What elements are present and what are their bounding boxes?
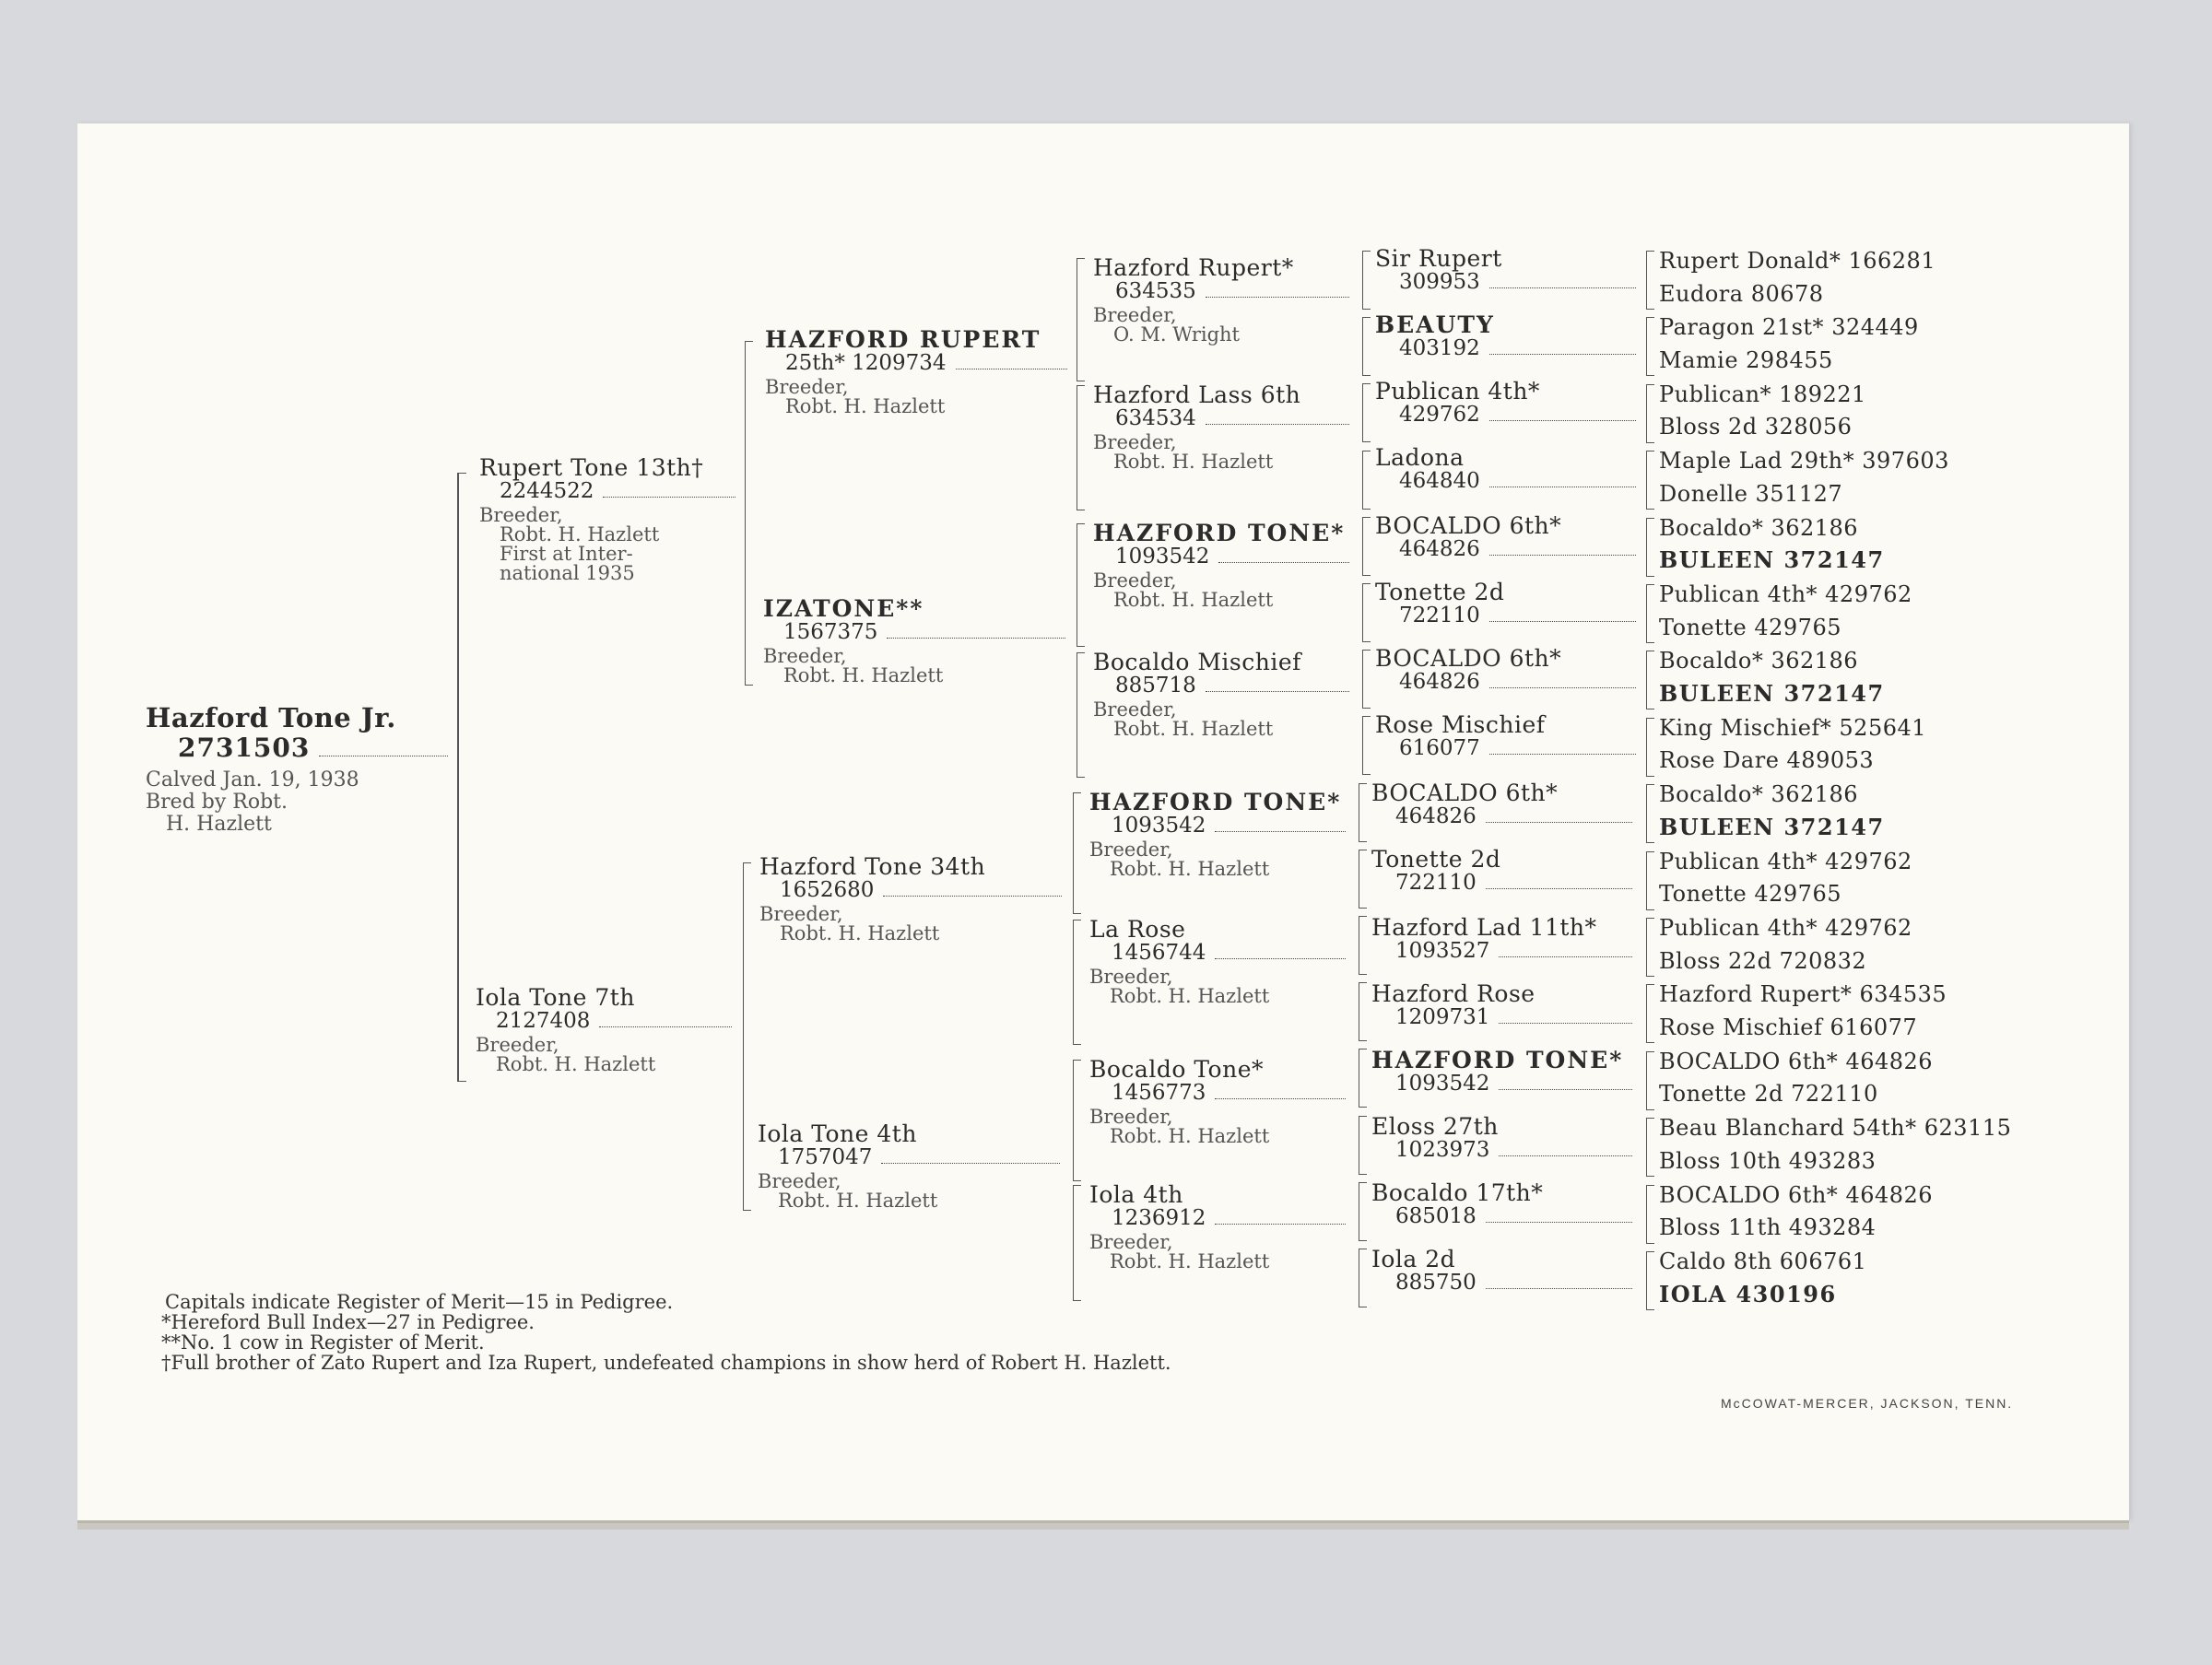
gen5-ancestor: Caldo 8th 606761	[1659, 1249, 1867, 1274]
gen4-ancestor-number: 885750	[1395, 1271, 1477, 1295]
bracket	[1359, 982, 1367, 1041]
grandparent-note: Breeder,	[765, 376, 849, 398]
bracket	[1362, 251, 1371, 310]
gen4-ancestor	[1371, 982, 1634, 1028]
subject-note: Calved Jan. 19, 1938	[146, 768, 359, 791]
gen4-ancestor-name: Eloss 27th	[1371, 1113, 1499, 1140]
great-grandparent-note: Breeder,	[1089, 838, 1173, 861]
subject-name: Hazford Tone Jr.	[146, 702, 396, 733]
bracket	[745, 341, 753, 686]
gen4-ancestor-name: Ladona	[1375, 444, 1465, 471]
dam-number-row	[476, 1011, 734, 1032]
gen4-ancestor-number-row	[1375, 338, 1638, 359]
bracket	[1359, 916, 1367, 975]
gen4-ancestor-name: Publican 4th*	[1375, 378, 1540, 405]
footnote: **No. 1 cow in Register of Merit.	[161, 1331, 485, 1354]
gen5-ancestor: Donelle 351127	[1659, 480, 1843, 507]
bracket	[1646, 718, 1654, 777]
gen4-ancestor	[1371, 916, 1634, 962]
gen4-ancestor-name: BOCALDO 6th*	[1375, 645, 1562, 672]
gen5-ancestor: BULEEN 372147	[1659, 813, 1885, 840]
sire-note: First at Inter-	[500, 543, 633, 565]
bracket	[1646, 851, 1654, 910]
bracket	[1362, 383, 1371, 442]
bracket	[1646, 451, 1654, 510]
gen4-ancestor-number-row	[1375, 405, 1638, 426]
great-grandparent-note: Robt. H. Hazlett	[1113, 451, 1274, 473]
dam	[476, 986, 734, 1074]
gen4-ancestor-number-row	[1371, 1007, 1634, 1028]
great-grandparent-name: Hazford Rupert*	[1093, 254, 1294, 281]
sire-number-row	[479, 481, 737, 502]
grandparent-name: IZATONE**	[763, 595, 924, 622]
bracket	[1646, 651, 1654, 709]
great-grandparent-name: HAZFORD TONE*	[1089, 789, 1342, 815]
great-grandparent	[1089, 1183, 1347, 1272]
great-grandparent-number: 634535	[1115, 279, 1196, 303]
gen4-ancestor-name: BOCALDO 6th*	[1371, 780, 1559, 806]
grandparent	[765, 328, 1069, 416]
bracket	[1646, 518, 1654, 577]
bracket	[1646, 384, 1654, 443]
dotted-leader	[1215, 830, 1346, 832]
gen4-ancestor	[1375, 380, 1638, 426]
gen5-ancestor: Bocaldo* 362186	[1659, 781, 1859, 808]
gen5-ancestor: Rose Mischief 616077	[1659, 1014, 1918, 1040]
great-grandparent-number-row	[1093, 546, 1351, 568]
grandparent	[763, 597, 1067, 686]
gen5-ancestor: Tonette 429765	[1659, 614, 1841, 640]
gen5-ancestor: King Mischief* 525641	[1659, 714, 1927, 741]
gen4-ancestor-number: 1093542	[1395, 1072, 1490, 1096]
great-grandparent-note: Robt. H. Hazlett	[1113, 589, 1274, 611]
gen4-ancestor-name: BOCALDO 6th*	[1375, 512, 1562, 539]
grandparent	[758, 1122, 1062, 1211]
subject-note: H. Hazlett	[166, 813, 272, 836]
dotted-leader	[1486, 1221, 1632, 1223]
bracket	[1073, 1060, 1081, 1181]
great-grandparent-name: Bocaldo Mischief	[1093, 649, 1301, 675]
dotted-leader	[1215, 957, 1346, 959]
great-grandparent-name: Iola 4th	[1089, 1181, 1183, 1208]
great-grandparent-number: 1456744	[1112, 941, 1206, 965]
great-grandparent-number: 1093542	[1112, 814, 1206, 838]
bracket	[1073, 1185, 1081, 1301]
gen4-ancestor-number: 722110	[1399, 604, 1480, 627]
gen5-ancestor: BULEEN 372147	[1659, 680, 1885, 707]
gen4-ancestor-number-row	[1375, 672, 1638, 693]
gen4-ancestor-name: Hazford Lad 11th*	[1371, 914, 1597, 941]
bracket	[1077, 385, 1085, 510]
great-grandparent-number: 1236912	[1112, 1206, 1206, 1230]
great-grandparent-note: Breeder,	[1089, 966, 1173, 988]
great-grandparent-number: 634534	[1115, 406, 1196, 430]
bracket	[1073, 792, 1081, 914]
gen5-ancestor: Bloss 2d 328056	[1659, 414, 1853, 440]
sire-note: Breeder,	[479, 504, 563, 526]
great-grandparent-name: HAZFORD TONE*	[1093, 520, 1346, 546]
gen4-ancestor	[1371, 848, 1634, 894]
bracket	[1646, 1051, 1654, 1110]
grandparent-note: Robt. H. Hazlett	[778, 1190, 938, 1212]
gen4-ancestor	[1375, 514, 1638, 560]
great-grandparent-name: Hazford Lass 6th	[1093, 381, 1301, 408]
footnote: Capitals indicate Register of Merit—15 in Pedigree.	[165, 1291, 674, 1313]
gen4-ancestor	[1371, 781, 1634, 827]
dotted-leader	[1499, 1088, 1632, 1090]
great-grandparent-note: Breeder,	[1093, 431, 1177, 453]
gen4-ancestor	[1375, 247, 1638, 293]
gen4-ancestor	[1371, 1049, 1634, 1095]
gen5-ancestor: BOCALDO 6th* 464826	[1659, 1181, 1934, 1208]
bracket	[1362, 517, 1371, 576]
dotted-leader	[1489, 753, 1636, 755]
bracket	[1646, 984, 1654, 1043]
sire-note: national 1935	[500, 562, 635, 584]
gen4-ancestor	[1375, 446, 1638, 492]
gen5-ancestor: Beau Blanchard 54th* 623115	[1659, 1115, 2012, 1142]
gen5-ancestor: BULEEN 372147	[1659, 546, 1885, 574]
grandparent-note: Robt. H. Hazlett	[783, 664, 944, 686]
bracket	[1646, 317, 1654, 376]
bracket	[1077, 523, 1085, 647]
dotted-leader	[956, 368, 1067, 369]
dam-note: Breeder,	[476, 1034, 559, 1056]
bracket	[1646, 584, 1654, 643]
dotted-leader	[603, 496, 735, 498]
bracket	[1646, 1185, 1654, 1244]
gen4-ancestor-name: Hazford Rose	[1371, 980, 1535, 1007]
dotted-leader	[319, 755, 448, 756]
gen4-ancestor-number-row	[1375, 605, 1638, 627]
gen5-ancestor: IOLA 430196	[1659, 1280, 1837, 1307]
grandparent-number: 1757047	[778, 1145, 873, 1169]
great-grandparent-note: Breeder,	[1093, 304, 1177, 326]
gen4-ancestor	[1371, 1248, 1634, 1294]
grandparent	[759, 855, 1064, 944]
gen5-ancestor: Tonette 2d 722110	[1659, 1081, 1878, 1108]
gen4-ancestor-number: 429762	[1399, 403, 1480, 427]
gen5-ancestor: Bloss 11th 493284	[1659, 1214, 1877, 1241]
gen4-ancestor	[1375, 647, 1638, 693]
dotted-leader	[887, 637, 1065, 639]
sire-name: Rupert Tone 13th†	[479, 454, 704, 481]
gen4-ancestor-number-row	[1371, 806, 1634, 827]
gen5-ancestor: BOCALDO 6th* 464826	[1659, 1048, 1934, 1074]
sire-note: Robt. H. Hazlett	[500, 523, 660, 545]
dam-name: Iola Tone 7th	[476, 984, 635, 1011]
footnote: †Full brother of Zato Rupert and Iza Rupert, undefeated champions in show herd of Robert H. Hazlett.	[161, 1352, 1171, 1375]
grandparent-number: 25th* 1209734	[785, 351, 947, 375]
gen4-ancestor	[1375, 580, 1638, 627]
great-grandparent	[1089, 791, 1347, 879]
great-grandparent-name: La Rose	[1089, 916, 1186, 943]
bracket	[1646, 1251, 1654, 1310]
gen5-ancestor: Hazford Rupert* 634535	[1659, 981, 1947, 1008]
great-grandparent-note: O. M. Wright	[1113, 323, 1240, 346]
great-grandparent-number-row	[1089, 943, 1347, 964]
great-grandparent-name: Bocaldo Tone*	[1089, 1056, 1265, 1083]
dotted-leader	[881, 1162, 1060, 1164]
bracket	[1646, 1118, 1654, 1177]
subject-number: 2731503	[178, 733, 311, 763]
bracket	[1359, 1249, 1367, 1307]
sire-number: 2244522	[500, 479, 594, 503]
gen5-ancestor: Publican 4th* 429762	[1659, 581, 1912, 607]
gen5-ancestor: Paragon 21st* 324449	[1659, 314, 1919, 341]
gen4-ancestor-number-row	[1371, 941, 1634, 962]
great-grandparent-number-row	[1089, 1083, 1347, 1104]
gen5-ancestor: Maple Lad 29th* 397603	[1659, 448, 1949, 475]
gen5-ancestor: Publican 4th* 429762	[1659, 848, 1912, 874]
gen4-ancestor-number-row	[1375, 272, 1638, 293]
dotted-leader	[1489, 620, 1636, 622]
gen4-ancestor	[1375, 713, 1638, 759]
gen4-ancestor	[1371, 1181, 1634, 1227]
subject	[146, 702, 450, 836]
gen4-ancestor-name: Sir Rupert	[1375, 245, 1502, 272]
gen4-ancestor	[1375, 313, 1638, 359]
bracket	[1359, 783, 1367, 842]
grandparent-note: Robt. H. Hazlett	[785, 395, 946, 417]
grandparent-number-row	[759, 880, 1064, 901]
gen4-ancestor-name: BEAUTY	[1375, 311, 1495, 338]
gen5-ancestor: Bocaldo* 362186	[1659, 514, 1859, 541]
dotted-leader	[1215, 1097, 1346, 1099]
dam-note: Robt. H. Hazlett	[496, 1053, 656, 1075]
great-grandparent-number: 885718	[1115, 674, 1196, 698]
great-grandparent-number-row	[1093, 675, 1351, 697]
dotted-leader	[1206, 690, 1349, 692]
grandparent-number-row	[758, 1147, 1062, 1168]
bracket	[1362, 317, 1371, 376]
gen4-ancestor-number-row	[1375, 471, 1638, 492]
great-grandparent-note: Robt. H. Hazlett	[1113, 718, 1274, 740]
great-grandparent-number-row	[1093, 408, 1351, 429]
grandparent-number-row	[765, 353, 1069, 374]
gen5-ancestor: Rose Dare 489053	[1659, 747, 1875, 774]
great-grandparent	[1089, 1058, 1347, 1146]
gen4-ancestor-number: 1093527	[1395, 939, 1490, 963]
grandparent-note: Breeder,	[763, 645, 847, 667]
bracket	[1359, 1116, 1367, 1175]
pedigree-sheet	[77, 123, 2129, 1520]
bracket	[1077, 652, 1085, 778]
gen4-ancestor-name: Bocaldo 17th*	[1371, 1179, 1544, 1206]
dotted-leader	[599, 1026, 732, 1027]
gen4-ancestor-name: HAZFORD TONE*	[1371, 1047, 1624, 1073]
great-grandparent	[1093, 522, 1351, 610]
bracket	[1073, 920, 1081, 1045]
bracket	[1359, 1049, 1367, 1108]
gen4-ancestor-number-row	[1371, 1272, 1634, 1294]
bracket	[1362, 650, 1371, 709]
dotted-leader	[1489, 554, 1636, 556]
great-grandparent-number-row	[1089, 1208, 1347, 1229]
gen4-ancestor-number: 1023973	[1395, 1138, 1490, 1162]
bracket	[1359, 850, 1367, 909]
gen5-ancestor: Eudora 80678	[1659, 280, 1824, 307]
gen4-ancestor-number: 403192	[1399, 336, 1480, 360]
dotted-leader	[1489, 419, 1636, 421]
dotted-leader	[1206, 423, 1349, 425]
dotted-leader	[1218, 561, 1349, 563]
gen5-ancestor: Publican* 189221	[1659, 381, 1866, 407]
sire	[479, 456, 737, 583]
grandparent-number: 1652680	[780, 878, 875, 902]
bracket	[1362, 583, 1371, 642]
bracket	[1646, 918, 1654, 977]
gen4-ancestor-number: 1209731	[1395, 1005, 1490, 1029]
great-grandparent	[1093, 651, 1351, 739]
gen5-ancestor: Bloss 10th 493283	[1659, 1147, 1877, 1174]
dotted-leader	[1499, 1022, 1632, 1024]
great-grandparent-note: Breeder,	[1093, 698, 1177, 721]
gen4-ancestor	[1371, 1115, 1634, 1161]
bracket	[1362, 716, 1371, 775]
great-grandparent-number-row	[1089, 815, 1347, 837]
gen4-ancestor-number: 309953	[1399, 270, 1480, 294]
great-grandparent	[1093, 256, 1351, 345]
gen4-ancestor-number: 464840	[1399, 469, 1480, 493]
great-grandparent	[1089, 918, 1347, 1006]
gen4-ancestor-number-row	[1371, 1140, 1634, 1161]
grandparent-number: 1567375	[783, 620, 878, 644]
grandparent-name: Iola Tone 4th	[758, 1120, 917, 1147]
grandparent-note: Robt. H. Hazlett	[780, 922, 940, 944]
dotted-leader	[1489, 486, 1636, 487]
great-grandparent-note: Robt. H. Hazlett	[1110, 858, 1270, 880]
dotted-leader	[1489, 686, 1636, 688]
subject-note: Bred by Robt.	[146, 791, 288, 814]
dotted-leader	[1206, 296, 1349, 298]
gen4-ancestor-number: 616077	[1399, 736, 1480, 760]
gen4-ancestor-name: Iola 2d	[1371, 1246, 1456, 1272]
bracket	[457, 473, 466, 1082]
dam-number: 2127408	[496, 1009, 591, 1033]
gen4-ancestor-number: 685018	[1395, 1204, 1477, 1228]
gen4-ancestor-number: 464826	[1395, 804, 1477, 828]
great-grandparent-note: Breeder,	[1089, 1231, 1173, 1253]
gen5-ancestor: Bocaldo* 362186	[1659, 648, 1859, 674]
gen4-ancestor-number-row	[1371, 1206, 1634, 1227]
bracket	[743, 862, 751, 1211]
great-grandparent	[1093, 383, 1351, 472]
gen4-ancestor-name: Tonette 2d	[1371, 846, 1501, 873]
dotted-leader	[883, 895, 1062, 897]
gen4-ancestor-name: Rose Mischief	[1375, 711, 1546, 738]
dotted-leader	[1486, 887, 1632, 889]
gen4-ancestor-name: Tonette 2d	[1375, 579, 1505, 605]
subject-number-row	[146, 735, 450, 761]
grandparent-name: HAZFORD RUPERT	[765, 326, 1041, 353]
gen4-ancestor-number-row	[1371, 873, 1634, 894]
bracket	[1077, 258, 1085, 381]
great-grandparent-number: 1093542	[1115, 545, 1210, 569]
grandparent-number-row	[763, 622, 1067, 643]
gen4-ancestor-number-row	[1375, 539, 1638, 560]
dotted-leader	[1489, 287, 1636, 288]
great-grandparent-note: Robt. H. Hazlett	[1110, 1250, 1270, 1272]
bracket	[1359, 1182, 1367, 1241]
great-grandparent-number-row	[1093, 281, 1351, 302]
dotted-leader	[1499, 956, 1632, 957]
footnote: *Hereford Bull Index—27 in Pedigree.	[161, 1311, 535, 1334]
gen5-ancestor: Publican 4th* 429762	[1659, 915, 1912, 941]
bracket	[1646, 251, 1654, 310]
grandparent-note: Breeder,	[758, 1170, 841, 1192]
bracket	[1646, 784, 1654, 843]
gen4-ancestor-number: 464826	[1399, 670, 1480, 694]
dotted-leader	[1215, 1223, 1346, 1225]
dotted-leader	[1486, 821, 1632, 823]
bracket	[1362, 451, 1371, 510]
printer-imprint: McCOWAT-MERCER, JACKSON, TENN.	[1721, 1396, 2014, 1411]
great-grandparent-note: Robt. H. Hazlett	[1110, 985, 1270, 1007]
grandparent-name: Hazford Tone 34th	[759, 853, 986, 880]
gen5-ancestor: Tonette 429765	[1659, 881, 1841, 908]
great-grandparent-note: Robt. H. Hazlett	[1110, 1125, 1270, 1147]
gen4-ancestor-number: 464826	[1399, 537, 1480, 561]
great-grandparent-note: Breeder,	[1093, 569, 1177, 592]
great-grandparent-number: 1456773	[1112, 1081, 1206, 1105]
dotted-leader	[1499, 1155, 1632, 1156]
dotted-leader	[1486, 1287, 1632, 1289]
gen5-ancestor: Bloss 22d 720832	[1659, 947, 1867, 974]
gen5-ancestor: Rupert Donald* 166281	[1659, 248, 1936, 274]
gen4-ancestor-number-row	[1375, 738, 1638, 759]
dotted-leader	[1489, 353, 1636, 355]
great-grandparent-note: Breeder,	[1089, 1106, 1173, 1128]
gen4-ancestor-number: 722110	[1395, 871, 1477, 895]
gen5-ancestor: Mamie 298455	[1659, 347, 1833, 373]
grandparent-note: Breeder,	[759, 903, 843, 925]
gen4-ancestor-number-row	[1371, 1073, 1634, 1095]
footnotes	[161, 1292, 1171, 1373]
